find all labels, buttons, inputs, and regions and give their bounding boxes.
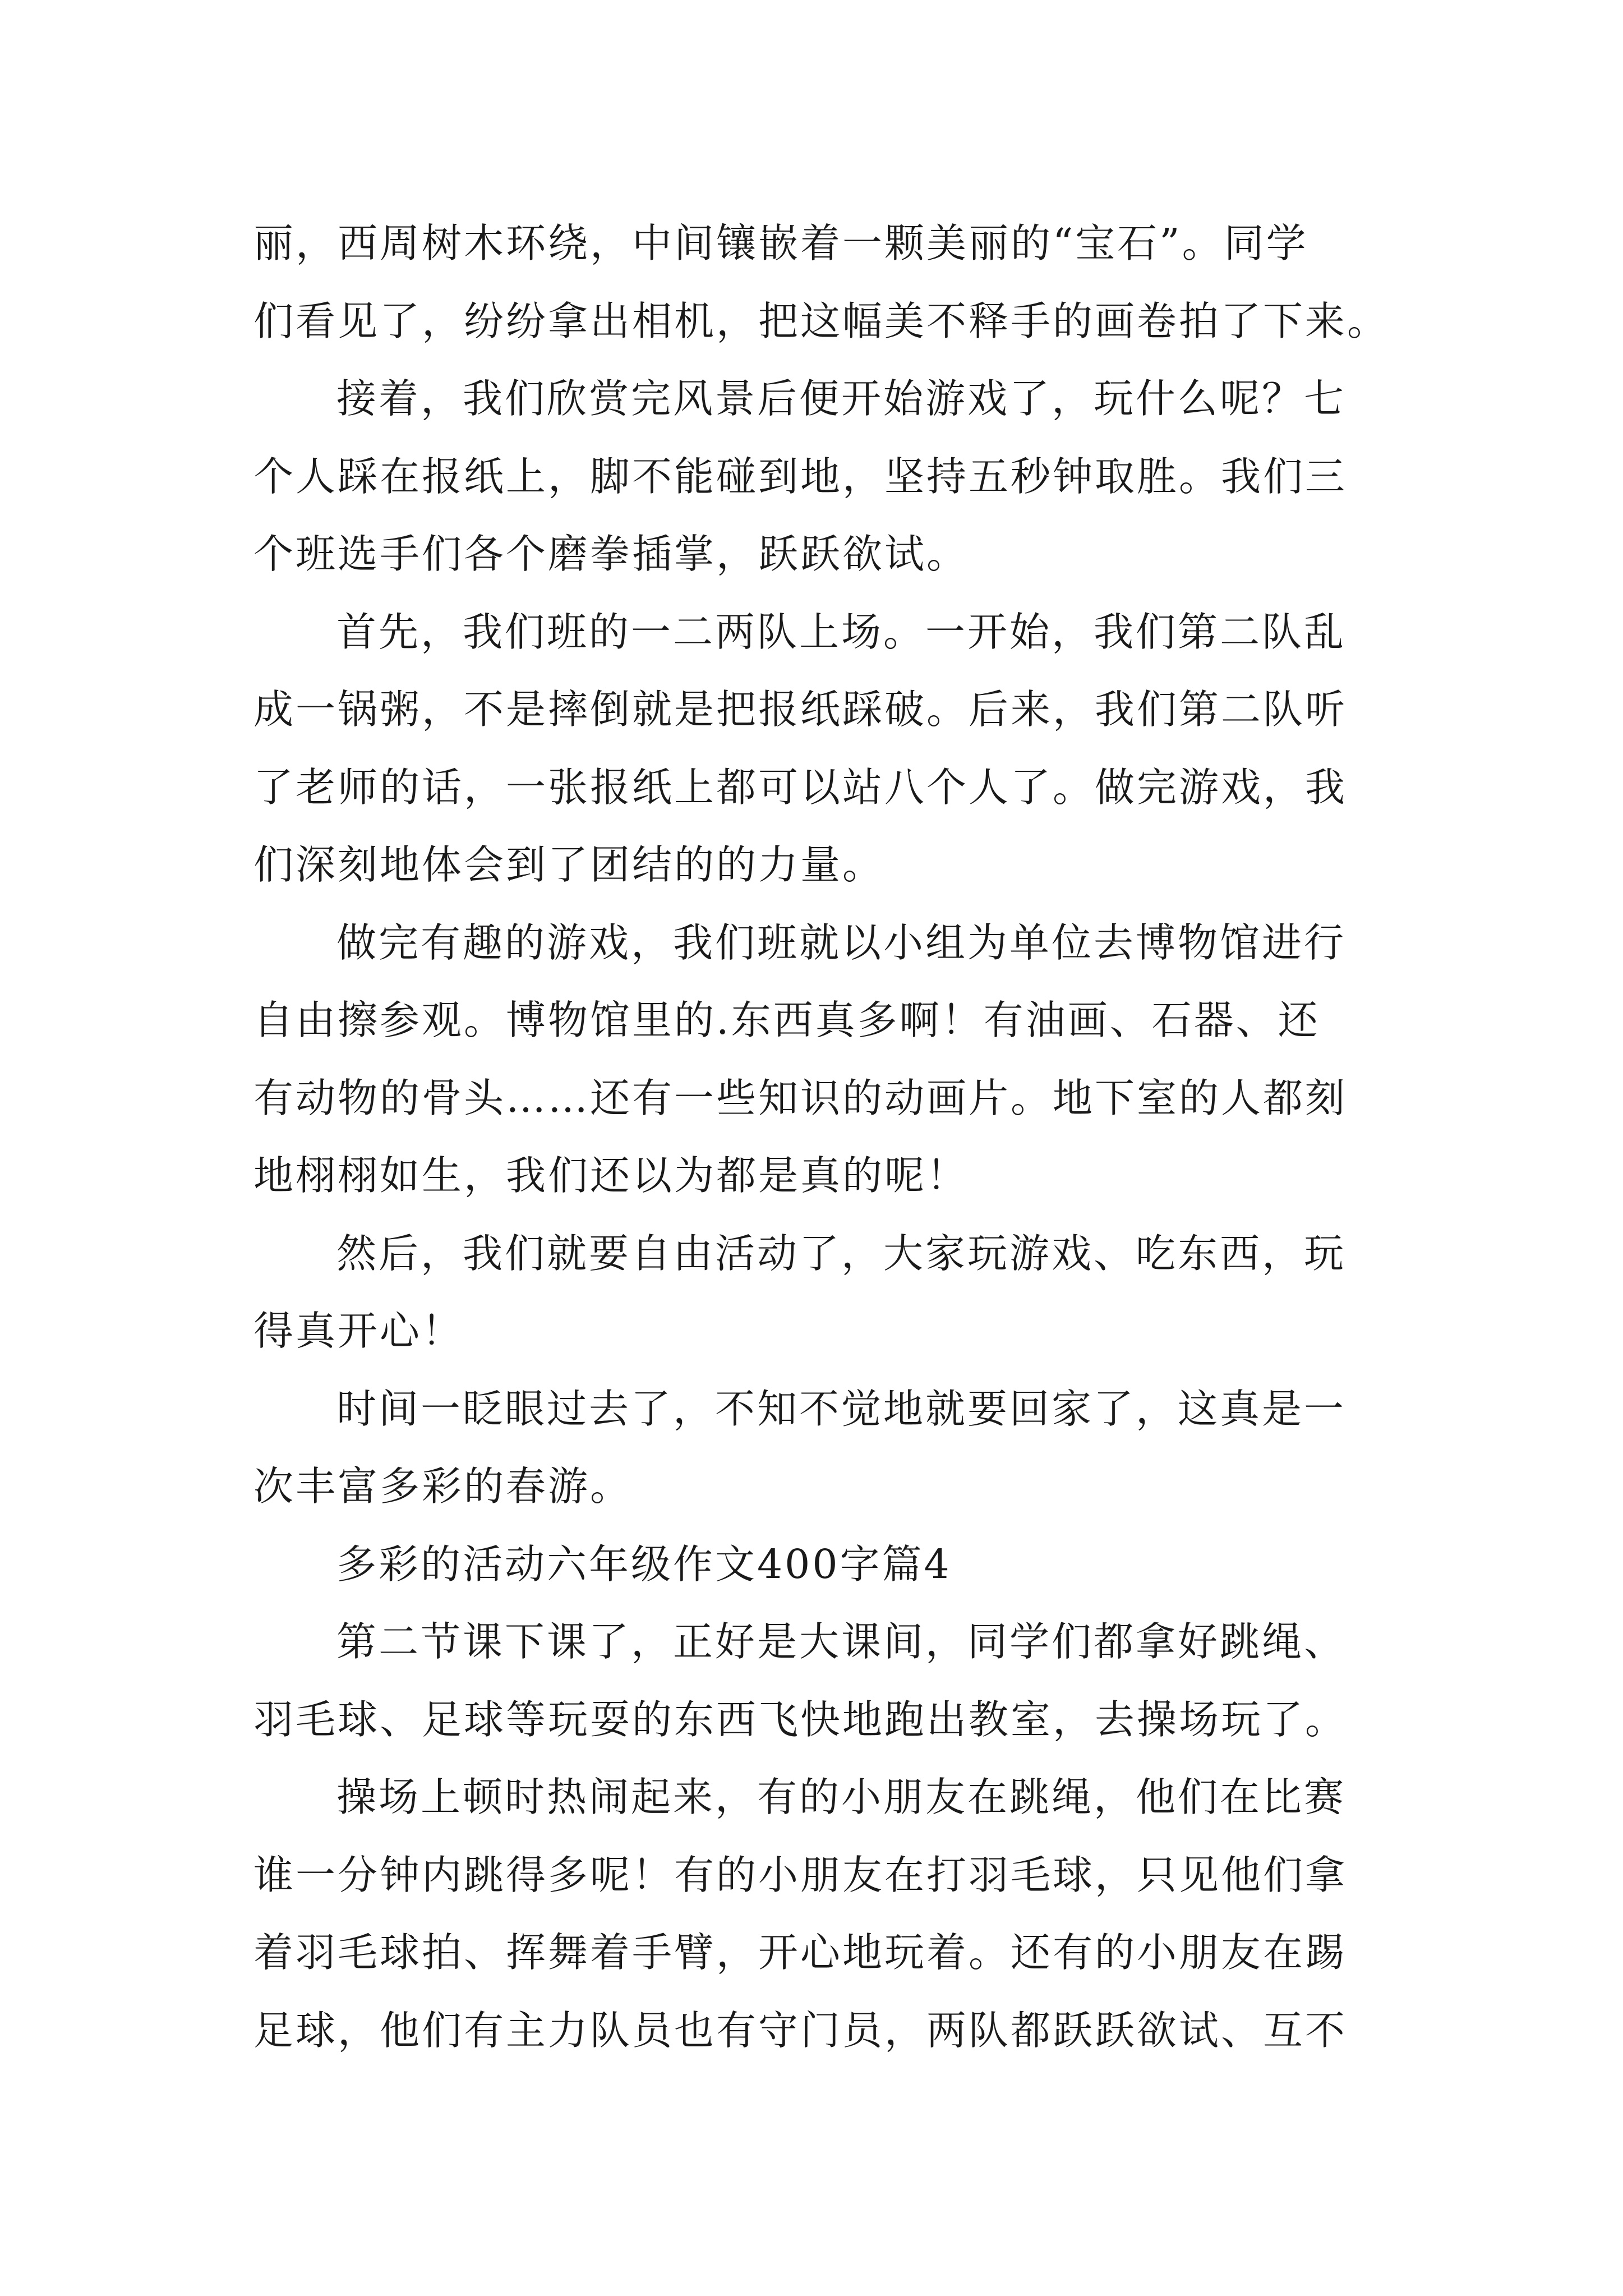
text-line: 自由擦参观。博物馆里的.东西真多啊！有油画、石器、还 — [253, 997, 1320, 1043]
paragraph-start-line: 做完有趣的游戏，我们班就以小组为单位去博物馆进行 — [336, 919, 1347, 966]
text-line: 谁一分钟内跳得多呢！有的小朋友在打羽毛球，只见他们拿 — [253, 1851, 1348, 1898]
text-line: 了老师的话，一张报纸上都可以站八个人了。做完游戏，我 — [253, 763, 1348, 811]
essay-body — [253, 205, 1392, 2069]
paragraph-start-line: 然后，我们就要自由活动了，大家玩游戏、吃东西，玩 — [336, 1230, 1347, 1277]
paragraph-start-line: 首先，我们班的一二两队上场。一开始，我们第二队乱 — [336, 608, 1347, 655]
text-line: 得真开心！ — [253, 1308, 464, 1354]
text-line: 们看见了，纷纷拿出相机，把这幅美不释手的画卷拍了下来。 — [253, 297, 1390, 344]
text-line: 足球，他们有主力队员也有守门员，两队都跃跃欲试、互不 — [253, 2007, 1348, 2054]
text-line: 着羽毛球拍、挥舞着手臂，开心地玩着。还有的小朋友在踢 — [253, 1929, 1348, 1976]
section-heading: 多彩的活动六年级作文400字篇4 — [336, 1540, 952, 1588]
text-line: 个人踩在报纸上，脚不能碰到地，坚持五秒钟取胜。我们三 — [253, 453, 1348, 500]
paragraph-start-line: 接着，我们欣赏完风景后便开始游戏了，玩什么呢？七 — [336, 375, 1347, 422]
text-line: 地栩栩如生，我们还以为都是真的呢！ — [253, 1152, 969, 1199]
text-line: 成一锅粥，不是摔倒就是把报纸踩破。后来，我们第二队听 — [253, 686, 1348, 733]
paragraph-start-line: 操场上顿时热闹起来，有的小朋友在跳绳，他们在比赛 — [336, 1774, 1347, 1820]
text-line: 次丰富多彩的春游。 — [253, 1463, 633, 1510]
text-line: 丽，西周树木环绕，中间镶嵌着一颗美丽的“宝石”。同学 — [253, 220, 1308, 266]
text-line: 有动物的骨头……还有一些知识的动画片。地下室的人都刻 — [253, 1074, 1348, 1121]
paragraph-start-line: 时间一眨眼过去了，不知不觉地就要回家了，这真是一 — [336, 1385, 1347, 1432]
text-line: 羽毛球、足球等玩耍的东西飞快地跑出教室，去操场玩了。 — [253, 1696, 1348, 1743]
text-line: 个班选手们各个磨拳插掌，跃跃欲试。 — [253, 531, 969, 577]
paragraph-start-line: 第二节课下课了，正好是大课间，同学们都拿好跳绳、 — [336, 1618, 1347, 1665]
text-line: 们深刻地体会到了团结的的力量。 — [253, 841, 885, 888]
